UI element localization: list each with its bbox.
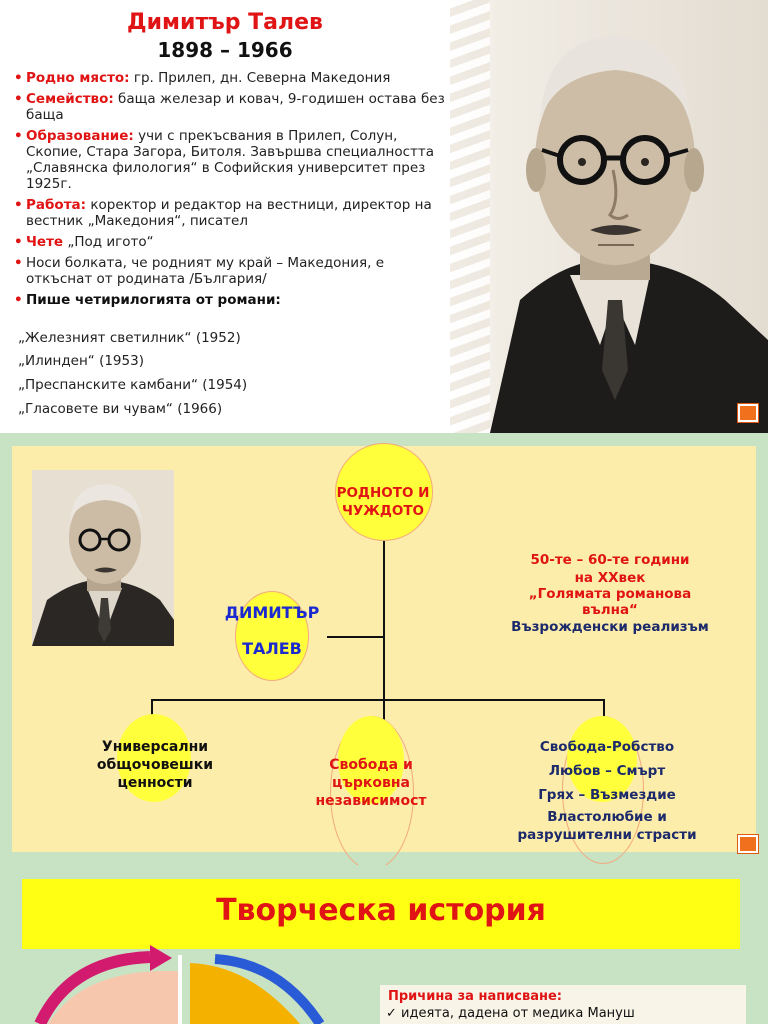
node-right-item: Свобода-Робство (539, 739, 675, 755)
slide-logo-icon (738, 835, 758, 853)
novel-item: „Гласовете ви чувам“ (1966) (18, 401, 223, 417)
author-portrait-small (32, 470, 174, 646)
concept-map-panel (12, 446, 756, 852)
novel-item: „Преспанските камбани“ (1954) (18, 377, 248, 393)
slide-logo-icon (738, 404, 758, 422)
portrait-small-illustration (32, 470, 174, 646)
node-right-item: Любов – Смърт (548, 763, 666, 779)
era-line3: „Голямата романова (528, 586, 692, 602)
cycle-diagram-graphic (0, 945, 380, 1024)
reason-title: Причина за написване: (388, 989, 563, 1004)
slide-title: Творческа история (216, 893, 546, 928)
bio-item-pain: • Носи болката, че родният му край – Македония, е откъснат от родината /България/ (14, 255, 454, 287)
node-right-item: Властолюбие и разрушителни страсти (517, 809, 697, 843)
bio-item-birthplace: • Родно място: гр. Прилеп, дн. Северна Македония (14, 70, 454, 86)
bio-item-tetralogy: • Пише четирилогията от романи: (14, 292, 454, 308)
era-line4: вълна“ (582, 602, 638, 618)
author-name-title: Димитър Талев (127, 10, 323, 35)
novel-item: „Железният светилник“ (1952) (18, 330, 241, 346)
connector-vertical (383, 539, 385, 721)
bio-item-education: • Образование: учи с прекъсвания в Прилеп, Солун, Скопие, Стара Загора, Битоля. Завършва специалността „Славянска филология“ в Софийския университет през 1925г. (14, 128, 454, 192)
connector-horizontal (151, 699, 605, 701)
title-banner (22, 879, 740, 949)
era-line1: 50-те – 60-те години (530, 552, 690, 568)
portrait-illustration (450, 0, 768, 433)
bio-item-work: • Работа: коректор и редактор на вестници, директор на вестник „Македония“, писател (14, 197, 454, 229)
biography-list (14, 70, 454, 313)
era-line2: на ХХвек (574, 570, 646, 586)
node-author-line1: ДИМИТЪР (224, 603, 320, 622)
slide-biography (0, 0, 768, 433)
novel-item: „Илинден“ (1953) (18, 353, 144, 369)
slide-concept-map (0, 433, 768, 865)
node-middle-label: Свобода и църковна независимост (315, 757, 427, 809)
node-author-line2: ТАЛЕВ (242, 639, 302, 658)
reason-item: ✓ идеята, дадена от медика Мануш (386, 1006, 635, 1021)
connector-to-author (327, 636, 383, 638)
node-top-label: РОДНОТО И ЧУЖДОТО (336, 485, 430, 519)
reason-box (380, 985, 746, 1024)
node-right-item: Грях – Възмездие (538, 787, 676, 803)
node-left-label: Универсални общочовешки ценности (96, 739, 214, 791)
era-line5: Възрожденски реализъм (511, 619, 709, 635)
bio-item-reads: • Чете „Под игото“ (14, 234, 454, 250)
bio-item-family: • Семейство: баща железар и ковач, 9-годишен остава без баща (14, 91, 454, 123)
portrait-photo (450, 0, 768, 433)
slide-creative-history (0, 865, 768, 1024)
author-years: 1898 – 1966 (157, 38, 293, 62)
